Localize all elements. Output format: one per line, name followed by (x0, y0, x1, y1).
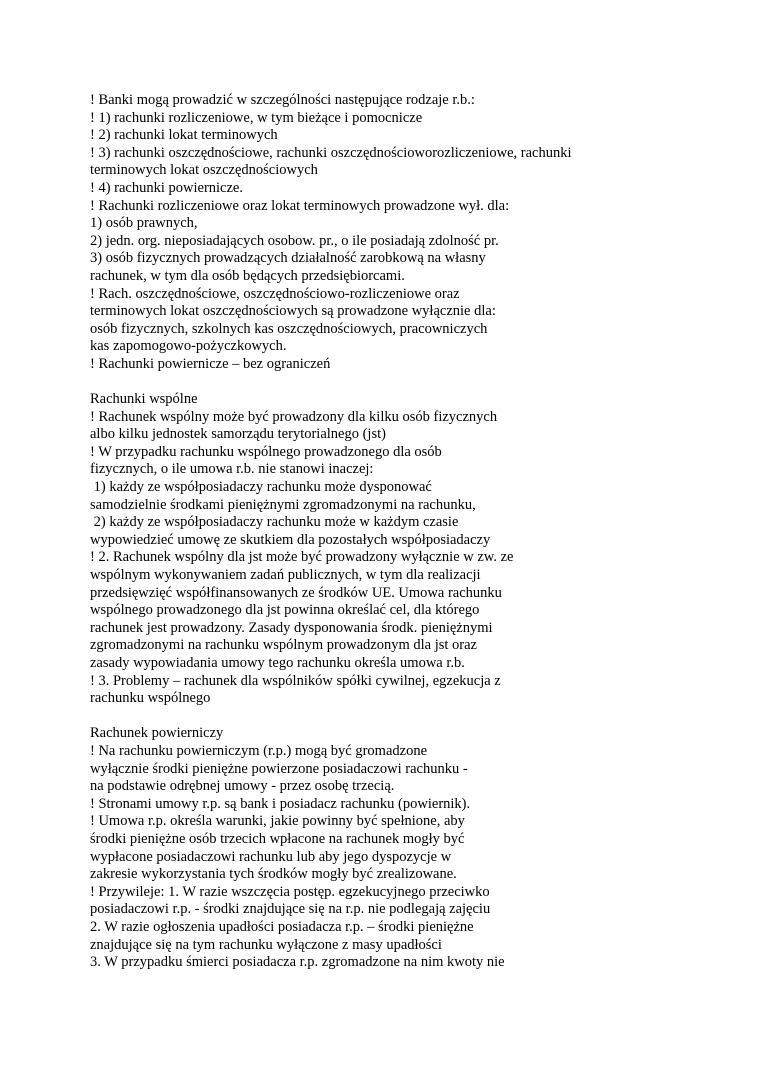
text-line: rachunku wspólnego (90, 690, 211, 707)
section-account-types (90, 92, 730, 374)
paragraph-gap (90, 708, 730, 726)
text-line: ! Rachunki powiernicze – bez ograniczeń (90, 355, 331, 372)
text-line: 2) jedn. org. nieposiadających osobow. pr., o ile posiadają zdolność pr. (90, 232, 499, 249)
text-line: wspólnego prowadzonego dla jst powinna określać cel, dla którego (90, 602, 480, 619)
text-line: 1) każdy ze współposiadaczy rachunku może dysponować (90, 479, 432, 496)
text-line: ! Rachunki rozliczeniowe oraz lokat terminowych prowadzone wył. dla: (90, 197, 510, 214)
text-line: 3) osób fizycznych prowadzących działalność zarobkową na własny (90, 250, 486, 267)
text-line: ! Stronami umowy r.p. są bank i posiadacz rachunku (powiernik). (90, 795, 471, 812)
text-line: terminowych lokat oszczędnościowych (90, 162, 318, 179)
text-line: ! 1) rachunki rozliczeniowe, w tym bieżące i pomocnicze (90, 109, 423, 126)
text-line: rachunek, w tym dla osób będących przedsiębiorcami. (90, 267, 405, 284)
text-line: zakresie wykorzystania tych środków mogły być zrealizowane. (90, 866, 457, 883)
text-line: 2. W razie ogłoszenia upadłości posiadacza r.p. – środki pieniężne (90, 918, 474, 935)
text-line: ! Umowa r.p. określa warunki, jakie powinny być spełnione, aby (90, 813, 465, 830)
text-line: ! Banki mogą prowadzić w szczególności następujące rodzaje r.b.: (90, 92, 475, 108)
text-line: ! 2) rachunki lokat terminowych (90, 127, 278, 144)
text-line: ! Na rachunku powierniczym (r.p.) mogą być gromadzone (90, 742, 428, 759)
text-line: ! 3. Problemy – rachunek dla wspólników spółki cywilnej, egzekucja z (90, 672, 501, 689)
text-line: fizycznych, o ile umowa r.b. nie stanowi inaczej: (90, 461, 374, 478)
text-line: 2) każdy ze współposiadaczy rachunku może w każdym czasie (90, 514, 459, 531)
text-line: zgromadzonymi na rachunku wspólnym prowadzonym dla jst oraz (90, 637, 477, 654)
text-line: ! Rachunek wspólny może być prowadzony dla kilku osób fizycznych (90, 408, 498, 425)
text-line: 1) osób prawnych, (90, 215, 198, 232)
text-line: kas zapomogowo-pożyczkowych. (90, 338, 287, 355)
section-joint-accounts (90, 391, 730, 708)
text-line: ! 2. Rachunek wspólny dla jst może być prowadzony wyłącznie w zw. ze (90, 549, 514, 566)
text-line: na podstawie odrębnej umowy - przez osobę trzecią. (90, 778, 395, 795)
text-line: ! W przypadku rachunku wspólnego prowadzonego dla osób (90, 443, 442, 460)
text-line: środki pieniężne osób trzecich wpłacone na rachunek mogły być (90, 830, 465, 847)
text-line: ! Przywileje: 1. W razie wszczęcia postęp. egzekucyjnego przeciwko (90, 883, 490, 900)
text-line: posiadaczowi r.p. - środki znajdujące się na r.p. nie podlegają zajęciu (90, 901, 491, 918)
text-line: wspólnym wykonywaniem zadań publicznych, w tym dla realizacji (90, 567, 481, 584)
text-line: przedsięwzięć współfinansowanych ze środków UE. Umowa rachunku (90, 584, 502, 601)
text-line: osób fizycznych, szkolnych kas oszczędnościowych, pracowniczych (90, 320, 488, 337)
text-line: rachunek jest prowadzony. Zasady dysponowania środk. pieniężnymi (90, 619, 493, 636)
text-line: wypowiedzieć umowę ze skutkiem dla pozostałych współposiadaczy (90, 531, 491, 548)
section-trust-account (90, 725, 730, 971)
section-heading: Rachunek powierniczy (90, 725, 224, 742)
text-line: ! Rach. oszczędnościowe, oszczędnościowo-rozliczeniowe oraz (90, 285, 460, 302)
text-line: ! 3) rachunki oszczędnościowe, rachunki oszczędnościoworozliczeniowe, rachunki (90, 144, 572, 161)
paragraph-gap (90, 374, 730, 392)
text-line: terminowych lokat oszczędnościowych są prowadzone wyłącznie dla: (90, 303, 496, 320)
text-line: wyłącznie środki pieniężne powierzone posiadaczowi rachunku - (90, 760, 468, 777)
text-line: znajdujące się na tym rachunku wyłączone z masy upadłości (90, 936, 442, 953)
section-heading: Rachunki wspólne (90, 391, 198, 408)
text-line: zasady wypowiadania umowy tego rachunku określa umowa r.b. (90, 655, 465, 671)
text-line: albo kilku jednostek samorządu terytorialnego (jst) (90, 426, 386, 443)
text-line: samodzielnie środkami pieniężnymi zgromadzonymi na rachunku, (90, 496, 476, 513)
document-body (90, 92, 730, 972)
text-line: ! 4) rachunki powiernicze. (90, 179, 243, 196)
text-line: 3. W przypadku śmierci posiadacza r.p. zgromadzone na nim kwoty nie (90, 954, 505, 971)
text-line: wypłacone posiadaczowi rachunku lub aby jego dyspozycje w (90, 848, 452, 865)
